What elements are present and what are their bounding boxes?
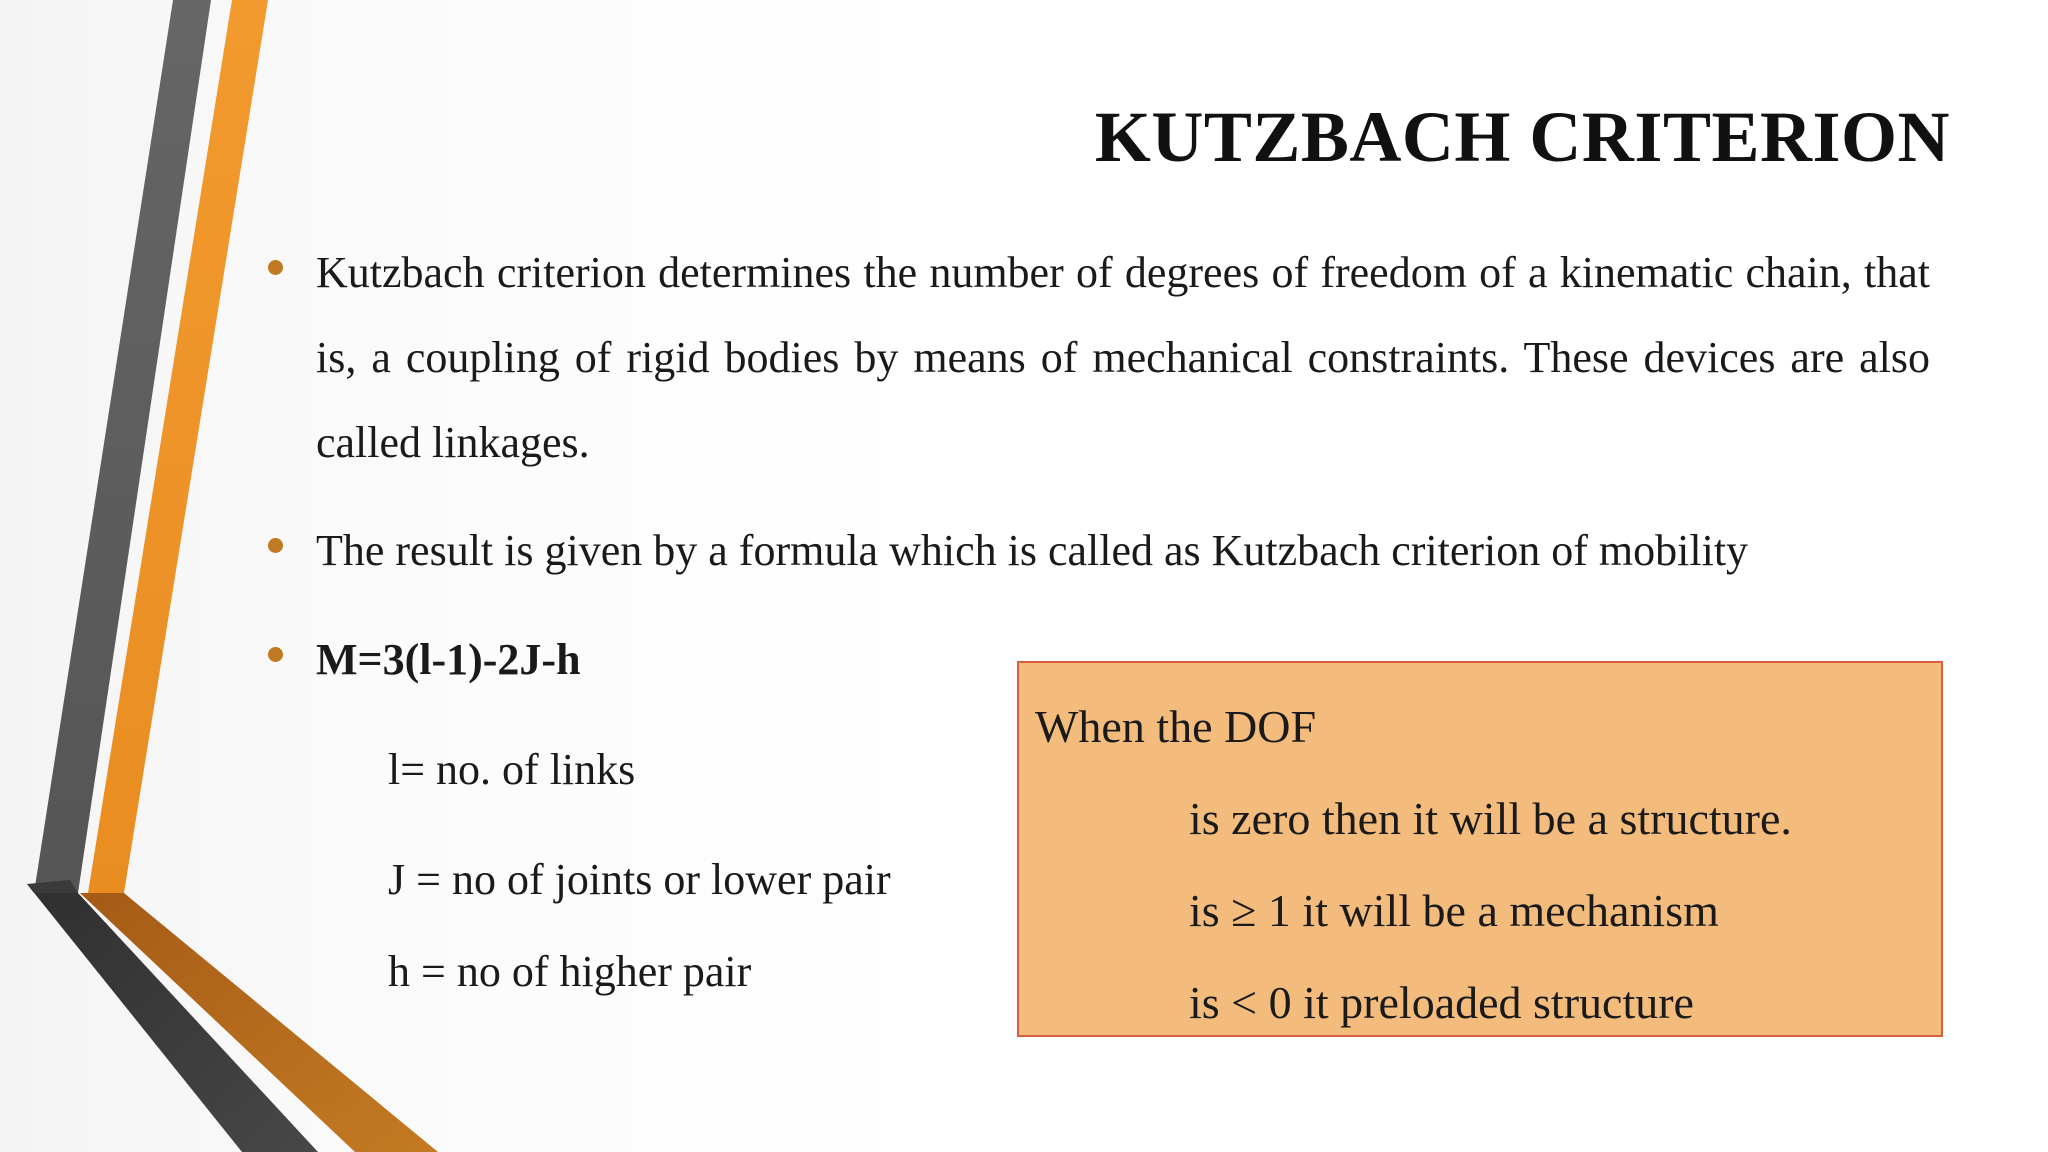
bullet-definition xyxy=(316,230,1930,485)
gray-stripe-corner xyxy=(27,880,78,893)
bullet-dot xyxy=(268,647,283,662)
slide-title: KUTZBACH CRITERION xyxy=(1094,97,1950,177)
dof-heading: When the DOF xyxy=(1035,701,1317,752)
dof-case-negative: is < 0 it preloaded structure xyxy=(1189,977,1694,1028)
dof-case-positive: is ≥ 1 it will be a mechanism xyxy=(1189,885,1719,936)
formula-text: M=3(l-1)-2J-h xyxy=(316,635,581,684)
bullet-dot xyxy=(268,260,283,275)
bullet-formula xyxy=(316,617,581,702)
definition-higher-pair: h = no of higher pair xyxy=(388,947,752,996)
bullet-result xyxy=(316,508,1748,593)
definition-joints: J = no of joints or lower pair xyxy=(388,855,891,904)
bullet-text: Kutzbach criterion determines the number of degrees of freedom of a kinematic chain, that is, a coupling of rigid bodies by means of mechanical constraints. These devices are also called linkages. xyxy=(316,248,1930,467)
bullet-text: The result is given by a formula which is called as Kutzbach criterion of mobility xyxy=(316,526,1749,575)
dof-case-zero: is zero then it will be a structure. xyxy=(1189,793,1792,844)
definition-links: l= no. of links xyxy=(388,745,636,794)
bullet-dot xyxy=(268,538,283,553)
dof-callout-box xyxy=(1017,661,1943,1037)
